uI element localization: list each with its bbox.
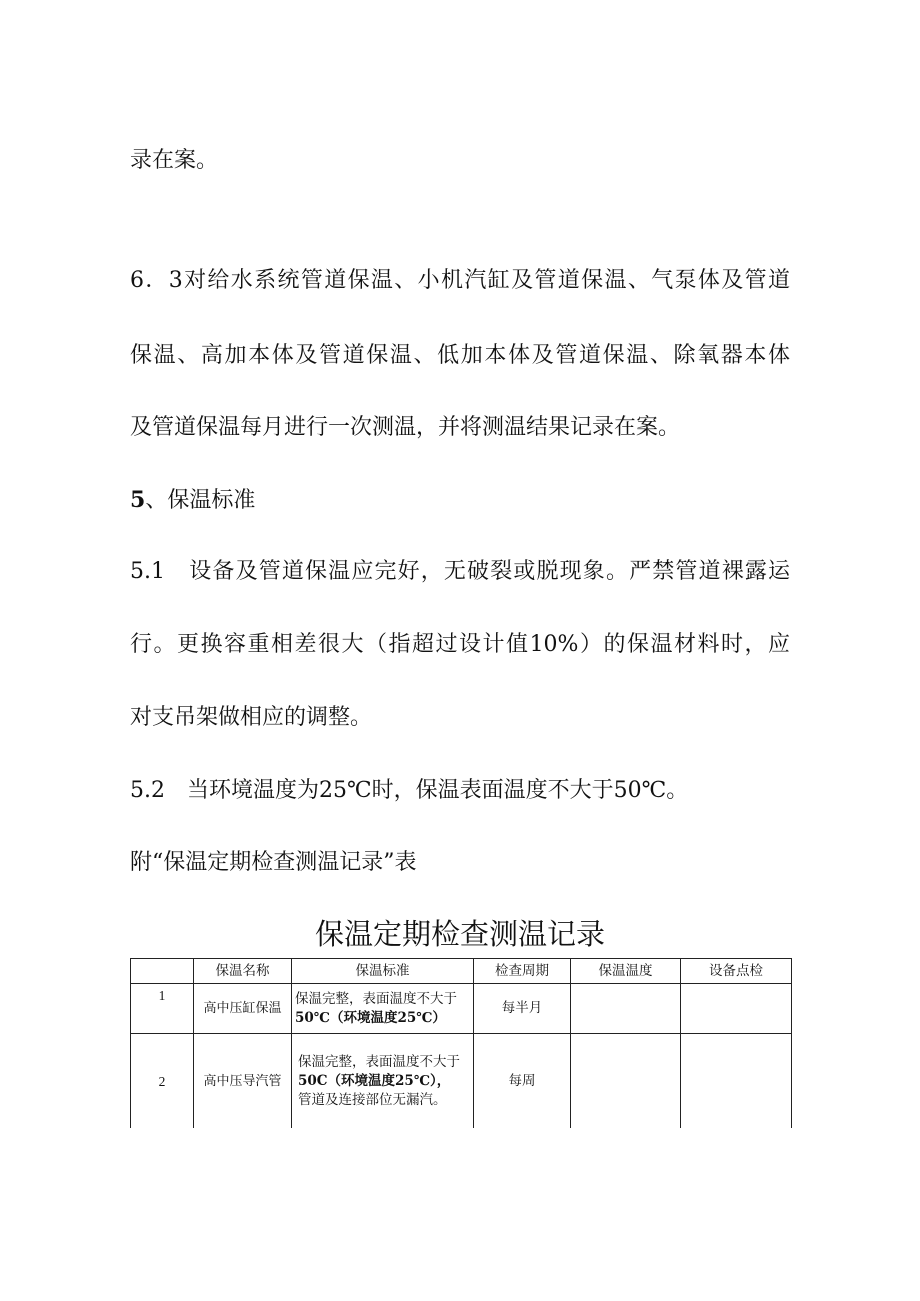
- paragraph-5-1-line-1: 5.1 设备及管道保温应完好，无破裂或脱现象。严禁管道裸露运: [130, 559, 790, 584]
- standard-limit: 50C（环境温度25℃），: [298, 1072, 451, 1089]
- standard-limit: 50℃（环境温度25℃）: [295, 1009, 446, 1026]
- header-name: 保温名称: [194, 959, 292, 984]
- header-standard: 保温标准: [292, 959, 474, 984]
- paragraph-6-3-line-1: 6．3对给水系统管道保温、小机汽缸及管道保温、气泵体及管道: [130, 268, 790, 293]
- row-standard: [292, 984, 474, 1034]
- row-temperature: [571, 1034, 681, 1129]
- inspection-record-table: [130, 958, 792, 1128]
- row-number: 1: [131, 984, 194, 1034]
- header-period: 检查周期: [474, 959, 571, 984]
- row-period: 每半月: [474, 984, 571, 1034]
- annex-note: 附“保温定期检查测温记录”表: [130, 850, 417, 875]
- header-index: [131, 959, 194, 984]
- paragraph-5-2: 5.2 当环境温度为25℃时，保温表面温度不大于50℃。: [130, 778, 689, 803]
- row-number: 2: [131, 1034, 194, 1129]
- standard-text: 保温完整，表面温度不大于: [295, 990, 457, 1007]
- row-standard: [292, 1034, 474, 1129]
- paragraph-5-1-line-3: 对支吊架做相应的调整。: [130, 705, 373, 730]
- table-header-row: [131, 959, 792, 984]
- row-temperature: [571, 984, 681, 1034]
- header-device-check: 设备点检: [681, 959, 792, 984]
- paragraph-6-3-line-2: 保温、高加本体及管道保温、低加本体及管道保温、除氧器本体: [130, 343, 790, 368]
- paragraph-6-3-line-3: 及管道保温每月进行一次测温，并将测温结果记录在案。: [130, 415, 681, 440]
- section-number: 5: [130, 487, 146, 513]
- paragraph-5-1-line-2: 行。更换容重相差很大（指超过设计值10%）的保温材料时，应: [130, 632, 790, 657]
- section-heading-5: [130, 485, 255, 516]
- row-device-check: [681, 984, 792, 1034]
- standard-extra: 管道及连接部位无漏汽。: [298, 1091, 447, 1108]
- standard-text: 保温完整，表面温度不大于: [298, 1053, 460, 1070]
- header-temperature: 保温温度: [571, 959, 681, 984]
- row-name: 高中压缸保温: [194, 984, 292, 1034]
- table-title: 保温定期检查测温记录: [314, 917, 605, 951]
- row-name: 高中压导汽管: [194, 1034, 292, 1129]
- row-device-check: [681, 1034, 792, 1129]
- paragraph-continuation: 录在案。: [130, 148, 219, 173]
- section-title: 、保温标准: [145, 488, 256, 513]
- row-period: 每周: [474, 1034, 571, 1129]
- table-row: [131, 1034, 792, 1129]
- table-row: [131, 984, 792, 1034]
